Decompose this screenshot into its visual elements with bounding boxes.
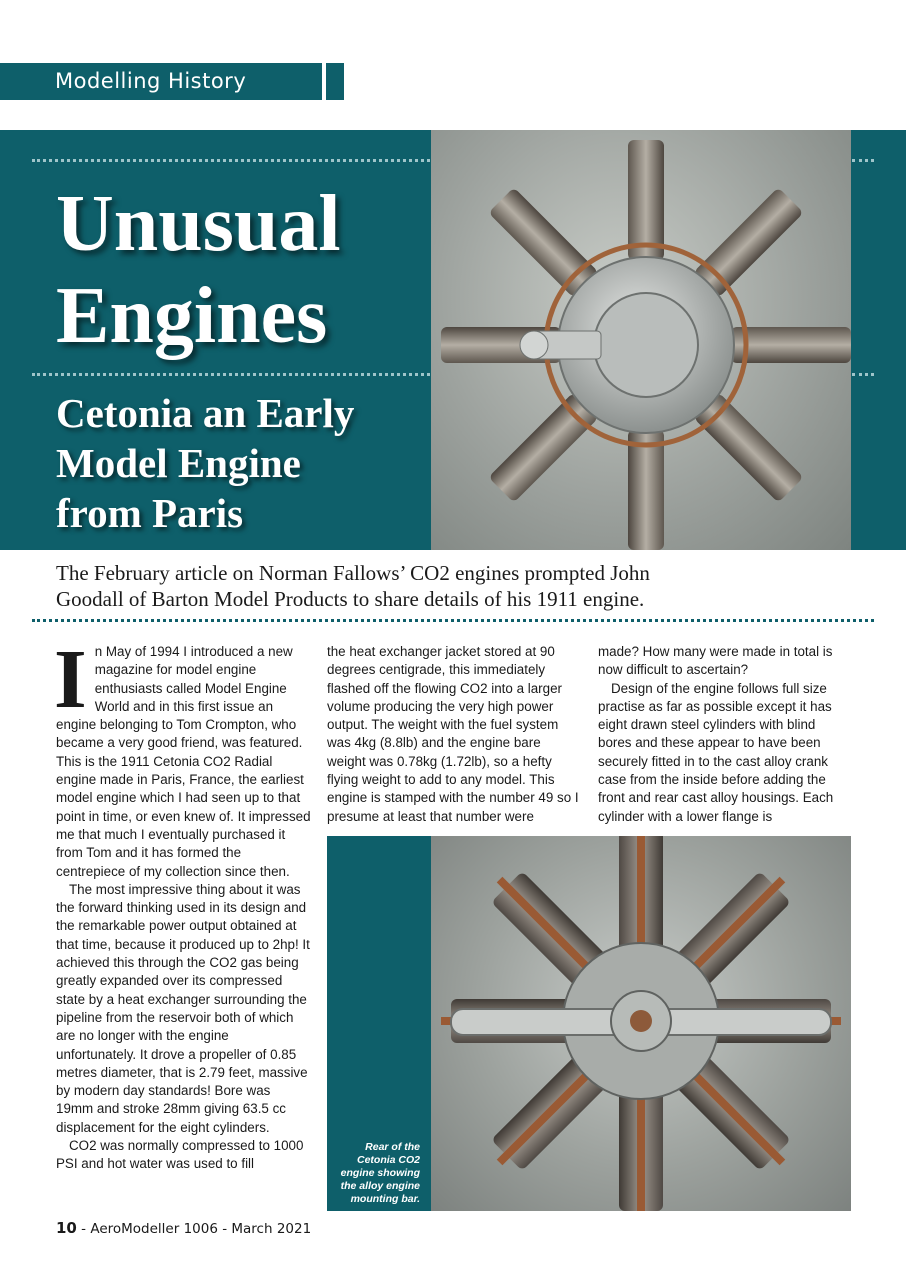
body-paragraph: n May of 1994 I introduced a new magazine for model engine enthusiasts called Model Engine World and in this first issue an engine belonging to Tom Crompton, who became a very good friend, was featured. This is the 1911 Cetonia CO2 Radial engine made in Paris, France, the earliest model engine which I had seen up to that point in time, or even knew of. It impressed me that much I eventually purchased it from Tom and it has formed the centrepiece of my collection since then. bbox=[56, 644, 311, 879]
title-line: Unusual bbox=[56, 180, 341, 268]
engine-rear-photo bbox=[431, 836, 851, 1211]
body-paragraph: the heat exchanger jacket stored at 90 degrees centigrade, this immediately flashed off the flowing CO2 into a larger volume producing the very high power output. The weight with the fuel system was 4kg (8.8lb) and the engine bare weight was 0.78kg (1.72lb), so a hefty flying weight to add to any model. This engine is stamped with the number 49 so I presume at least that number were bbox=[327, 644, 579, 824]
photo-caption: Rear of the Cetonia CO2 engine showing the alloy engine mounting bar. bbox=[340, 1141, 420, 1205]
body-column-1 bbox=[54, 633, 311, 1174]
body-column-2 bbox=[327, 643, 582, 826]
page-footer bbox=[56, 1219, 311, 1237]
engine-rear-illustration bbox=[431, 836, 851, 1211]
article-subtitle bbox=[56, 388, 426, 538]
section-label: Modelling History bbox=[55, 69, 247, 93]
dotted-rule bbox=[852, 373, 874, 376]
dotted-rule bbox=[32, 373, 430, 376]
page-number: 10 bbox=[56, 1219, 77, 1237]
title-line: Engines bbox=[56, 272, 328, 360]
article-title bbox=[56, 178, 341, 362]
standfirst: The February article on Norman Fallows’ CO2 engines prompted John Goodall of Barton Model Products to share details of his 1911 engine. bbox=[56, 561, 650, 611]
footer-text: - AeroModeller 1006 - March 2021 bbox=[76, 1221, 312, 1237]
subtitle-line: Model Engine bbox=[56, 440, 301, 486]
engine-front-illustration bbox=[431, 130, 851, 550]
engine-front-photo bbox=[431, 130, 851, 550]
dotted-rule bbox=[32, 159, 430, 162]
dotted-rule bbox=[32, 619, 874, 622]
subtitle-line: from Paris bbox=[56, 490, 244, 536]
body-paragraph: The most impressive thing about it was the forward thinking used in its design and the remarkable power output obtained at that time, because it produced up to 2hp! It achieved this through the CO2 gas being greatly expanded over its compressed state by a heat exchanger surrounding the pipeline from the reservoir both of which are no longer with the engine unfortunately. It drove a propeller of 0.85 metres diameter, that is 2.79 feet, massive by modern day standards! Bore was 19mm and stroke 28mm giving 63.5 cc displacement for the eight cylinders. bbox=[56, 881, 310, 1135]
subtitle-line: Cetonia an Early bbox=[56, 390, 355, 436]
dotted-rule bbox=[852, 159, 874, 162]
body-paragraph: CO2 was normally compressed to 1000 PSI and hot water was used to fill bbox=[56, 1138, 304, 1172]
body-paragraph: made? How many were made in total is now difficult to ascertain? bbox=[598, 644, 833, 678]
body-paragraph: Design of the engine follows full size practise as far as possible except it has eight drawn steel cylinders with blind bores and these appear to have been securely fitted in to the cast alloy crank case from the inside before adding the front and rear cast alloy housings. Each cylinder with a lower flange is bbox=[598, 680, 834, 824]
body-column-3 bbox=[598, 643, 848, 826]
drop-cap: I bbox=[54, 633, 87, 726]
section-tab-accent bbox=[326, 63, 344, 100]
